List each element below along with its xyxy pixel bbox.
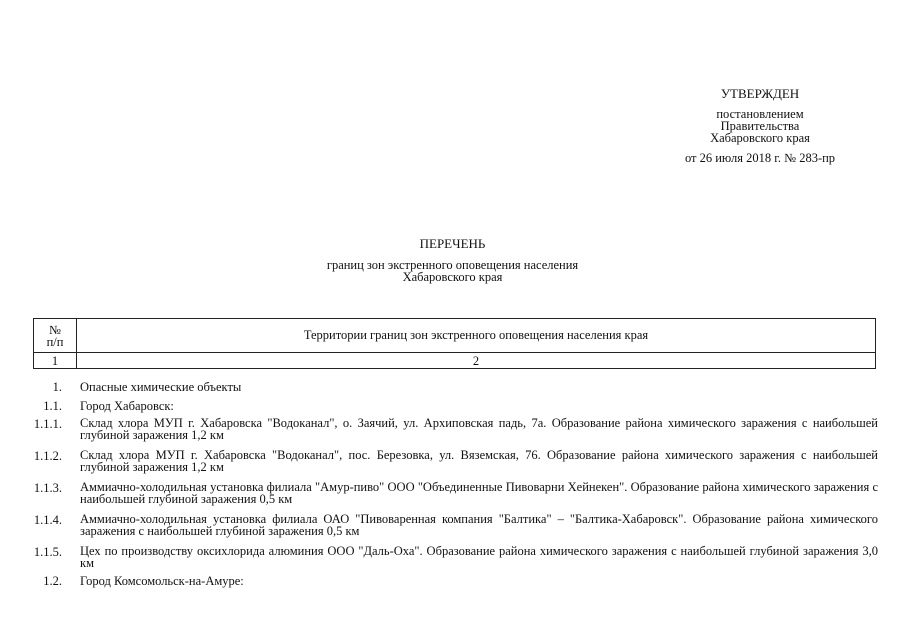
item-number: 1.1.5. <box>33 545 62 559</box>
header-number-label: п/п <box>46 334 64 349</box>
item-text: Город Хабаровск: <box>80 399 174 413</box>
header-table <box>33 318 876 369</box>
list-item <box>28 574 878 589</box>
approval-block <box>640 88 880 164</box>
item-number: 1.1.4. <box>33 513 62 527</box>
list-item <box>28 380 878 395</box>
item-text: Аммиачно-холодильная установка филиала ОАО "Пивоваренная компания "Балтика" – "Балтика-Хабаровск". Образование района химического заражения с наибольшей глубиной заражения 0,5 км <box>80 512 878 538</box>
list-item <box>28 545 878 569</box>
list-item <box>28 481 878 505</box>
column-index-2: 2 <box>77 353 876 369</box>
subtitle-line-1: границ зон экстренного оповещения населения <box>326 258 579 272</box>
item-text: Аммиачно-холодильная установка филиала "Амур-пиво" ООО "Объединенные Пивоварни Хейнекен". Образование района химического заражения с наибольшей глубиной заражения 0,5 км <box>80 480 878 506</box>
approval-date: от 26 июля 2018 г. № 283-пр <box>684 151 836 165</box>
approval-title: УТВЕРЖДЕН <box>720 86 800 101</box>
item-number: 1. <box>52 380 62 394</box>
item-text: Цех по производству оксихлорида алюминия ООО "Даль-Оха". Образование района химического заражения с наибольшей глубиной заражения 3,0 км <box>80 544 878 570</box>
item-number: 1.1.2. <box>33 449 62 463</box>
item-text: Опасные химические объекты <box>80 380 242 394</box>
territory-list <box>28 380 878 589</box>
document-subtitle <box>0 259 905 283</box>
item-number: 1.1.1. <box>33 417 62 431</box>
list-item <box>28 513 878 537</box>
item-text: Город Комсомольск-на-Амуре: <box>80 574 244 588</box>
item-text: Склад хлора МУП г. Хабаровска "Водоканал", пос. Березовка, ул. Вяземская, 76. Образование района химического заражения с наибольшей глубиной заражения 1,2 км <box>80 448 878 474</box>
list-item <box>28 417 878 441</box>
item-number: 1.2. <box>43 574 62 588</box>
document-title: ПЕРЕЧЕНЬ <box>419 236 486 251</box>
approval-line-1: постановлением <box>716 107 804 121</box>
item-text: Склад хлора МУП г. Хабаровска "Водоканал", о. Заячий, ул. Архиповская падь, 7а. Образование района химического заражения с наибольшей глубиной заражения 1,2 км <box>80 416 878 442</box>
list-item <box>28 449 878 473</box>
header-territory-cell: Территории границ зон экстренного оповещения населения края <box>77 319 876 353</box>
subtitle-line-2: Хабаровского края <box>402 270 503 284</box>
header-number-sign: № <box>49 322 61 337</box>
approval-line-2: Правительства <box>720 119 800 133</box>
column-index-1: 1 <box>34 353 77 369</box>
item-number: 1.1.3. <box>33 481 62 495</box>
list-item <box>28 399 878 414</box>
header-number-cell <box>34 319 77 353</box>
item-number: 1.1. <box>43 399 62 413</box>
approval-line-3: Хабаровского края <box>710 131 810 145</box>
